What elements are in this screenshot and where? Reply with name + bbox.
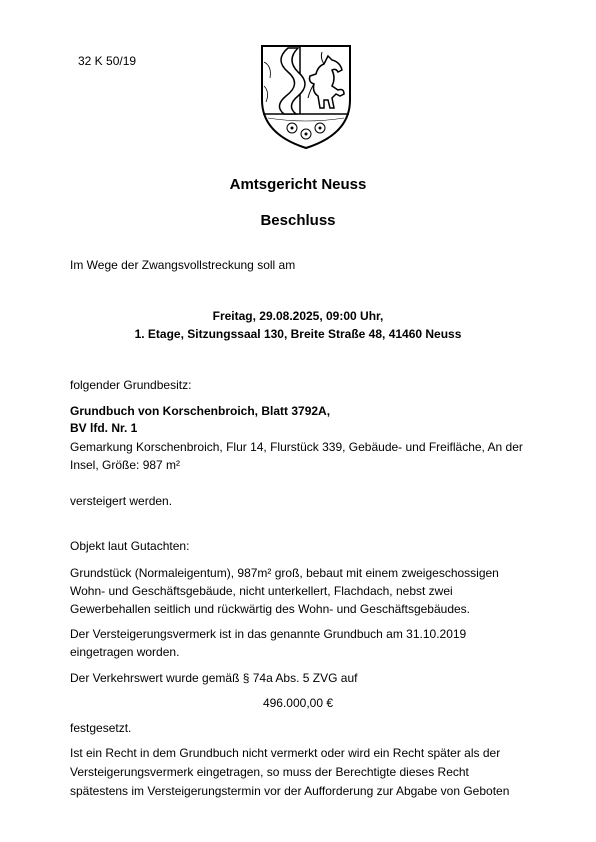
appraisal-heading: Objekt laut Gutachten: (70, 539, 190, 553)
notice-line-2: Versteigerungsvermerk eingetragen, so muss der Berechtigte dieses Recht (70, 765, 469, 779)
nrw-coat-of-arms-icon (258, 42, 354, 152)
appointment-date: Freitag, 29.08.2025, 09:00 Uhr, (212, 309, 384, 323)
registration-line-1: Der Versteigerungsvermerk ist in das genannte Grundbuch am 31.10.2019 (70, 627, 467, 641)
document-type: Beschluss (260, 212, 336, 229)
appraisal-line-3: Gewerbehallen seitlich und rückwärtig des Wohn- und Geschäftsgebäudes. (70, 602, 471, 616)
market-value-line: Der Verkehrswert wurde gemäß § 74a Abs. 5 ZVG auf (70, 671, 358, 685)
auction-outro: versteigert werden. (70, 494, 173, 508)
property-description: Gemarkung Korschenbroich, Flur 14, Flurstück 339, Gebäude- und Freifläche, An der (70, 440, 523, 454)
value-outro: festgesetzt. (70, 721, 132, 735)
property-description-cont: Insel, Größe: 987 m² (70, 458, 181, 472)
appraisal-line-2: Wohn- und Geschäftsgebäude, nicht unterkellert, Flachdach, nebst zwei (70, 584, 453, 598)
case-number: 32 K 50/19 (78, 54, 137, 68)
notice-line-1: Ist ein Recht in dem Grundbuch nicht vermerkt oder wird ein Recht später als der (70, 746, 501, 760)
appointment-location: 1. Etage, Sitzungssaal 130, Breite Straße 48, 41460 Neuss (134, 327, 462, 341)
registration-line-2: eingetragen worden. (70, 645, 180, 659)
court-name: Amtsgericht Neuss (229, 176, 367, 193)
land-register-line: Grundbuch von Korschenbroich, Blatt 3792A, (70, 404, 331, 418)
intro-text: Im Wege der Zwangsvollstreckung soll am (70, 258, 296, 272)
appraisal-line-1: Grundstück (Normaleigentum), 987m² groß, bebaut mit einem zweigeschossigen (70, 566, 499, 580)
register-entry-number: BV lfd. Nr. 1 (70, 421, 138, 435)
property-intro: folgender Grundbesitz: (70, 378, 192, 392)
notice-line-3: spätestens im Versteigerungstermin vor der Aufforderung zur Abgabe von Geboten (70, 784, 510, 798)
market-value-amount: 496.000,00 € (262, 696, 334, 710)
